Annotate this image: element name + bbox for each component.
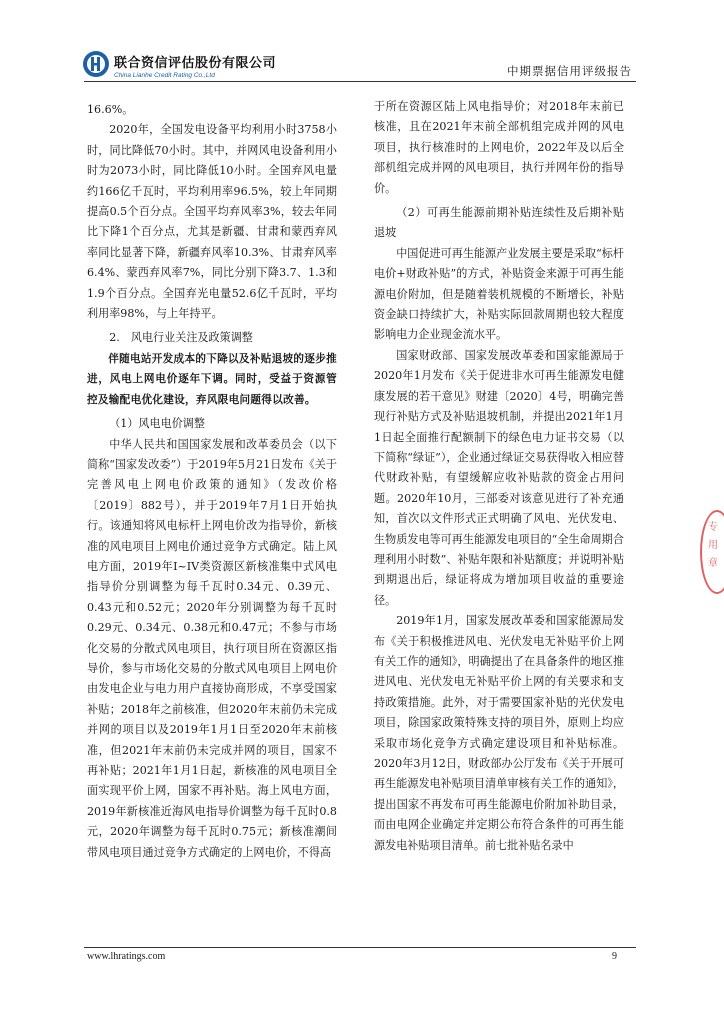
company-logo-icon [82, 50, 110, 82]
seal-stamp: 专 用 章 [700, 510, 724, 594]
report-title: 中期票据信用评级报告 [507, 64, 632, 78]
left-column [87, 100, 337, 863]
subsection-heading: （2）可再生能源前期补贴连续性及后期补贴退坡 [374, 206, 624, 240]
right-column [374, 97, 624, 856]
header-divider [84, 81, 636, 82]
paragraph: 中华人民共和国国家发展和改革委员会（以下简称“国家发改委”）于2019年5月21日发布《关于完善风电上网电价政策的通知》（发改价格〔2019〕882号），并于2019年7月1日开始执行。该通知将风电标杆上网电价改为指导价，新核准的风电项目上网电价通过竞争方式确定。陆上风电方面，2019年I~IV类资源区新核准集中式风电指导价分别调整为每千瓦时0.34元、0.39元、0.43元和0.52元；2020年分别调整为每千瓦时0.29元、0.34元、0.38元和0.47元；不参与市场化交易的分散式风电项目，执行项目所在资源区指导价，参与市场化交易的分散式风电项目上网电价由发电企业与电力用户直接协商形成，不享受国家补贴；2018年之前核准，但2020年末前仍未完成并网的项目以及2019年1月1日至2020年末前核准，但2021年末前仍未完成并网的项目，国家不再补贴；2021年1月1日起，新核准的风电项目全面实现平价上网，国家不再补贴。海上风电方面，2019年新核准近海风电指导价调整为每千瓦时0.8元，2020年调整为每千瓦时0.75元；新核准潮间带风电项目通过竞争方式确定的上网电价，不得高 [87, 437, 337, 859]
company-name-cn: 联合资信评估股份有限公司 [114, 56, 277, 71]
paragraph: 国家财政部、国家发展改革委和国家能源局于2020年1月发布《关于促进非水可再生能源发电健康发展的若干意见》财建〔2020〕4号，明确完善现行补贴方式及补贴退坡机制，并提出2021年1月1日起全面推行配额制下的绿色电力证书交易（以下简称“绿证”），企业通过绿证交易获得收入相应替代财政补贴，有望缓解应收补贴款的资金占用问题。2020年10月，三部委对该意见进行了补充通知，首次以文件形式正式明确了风电、光伏发电、生物质发电等可再生能源发电项目的“全生命周期合理利用小时数”、补贴年限和补贴额度；并说明补贴到期退出后，绿证将成为增加项目收益的重要途径。 [374, 348, 624, 607]
summary-statement: 伴随电站开发成本的下降以及补贴退坡的逐步推进，风电上网电价逐年下调。同时，受益于资源管控及输配电优化建设，弃风限电问题得以改善。 [87, 352, 337, 406]
company-name [114, 52, 276, 79]
page-number: 9 [612, 951, 617, 962]
paragraph: 2019年1月，国家发展改革委和国家能源局发布《关于积极推进风电、光伏发电无补贴平价上网有关工作的通知》，明确提出了在具备条件的地区推进风电、光伏发电无补贴平价上网的有关要求和支持政策措施。此外，对于需要国家补贴的光伏发电项目，除国家政策特殊支持的项目外，原则上均应采取市场化竞争方式确定建设项目和补贴标准。2020年3月12日，财政部办公厅发布《关于开展可再生能源发电补贴项目清单审核有关工作的通知》，提出国家不再发布可再生能源电价附加补助目录，而由电网企业确定并定期公布符合条件的可再生能源发电补贴项目清单。前七批补贴名录中 [374, 614, 624, 852]
company-name-en: China Lianhe Credit Rating Co.,Ltd [114, 72, 215, 79]
subsection-heading: （1）风电电价调整 [109, 417, 205, 431]
paragraph: 2020年，全国发电设备平均利用小时3758小时，同比降低70小时。其中，并网风电设备利用小时为2073小时，同比降低10小时。全国弃风电量约166亿千瓦时，平均利用率96.5%，较上年同期提高0.5个百分点。全国平均弃风率3%，较去年同比下降1个百分点，尤其是新疆、甘肃和蒙西弃风率同比显著下降，新疆弃风率10.3%、甘肃弃风率6.4%、蒙西弃风率7%，同比分别下降3.7、1.3和1.9个百分点。全国弃光电量52.6亿千瓦时，平均利用率98%，与上年持平。 [87, 123, 337, 321]
footer-divider [84, 947, 636, 948]
footer-url: www.lhratings.com [87, 951, 166, 962]
paragraph: 于所在资源区陆上风电指导价；对2018年末前已核准，且在2021年末前全部机组完成并网的风电项目，执行核准时的上网电价，2022年及以后全部机组完成并网的风电项目，执行并网年份的指导价。 [374, 100, 624, 195]
paragraph: 中国促进可再生能源产业发展主要是采取“标杆电价+财政补贴”的方式，补贴资金来源于可再生能源电价附加，但是随着装机规模的不断增长，补贴资金缺口持续扩大，补贴实际回款周期也较大程度影响电力企业现金流水平。 [374, 246, 624, 342]
section-heading: 2. 风电行业关注及政策调整 [109, 331, 253, 345]
paragraph: 16.6%。 [87, 103, 134, 116]
